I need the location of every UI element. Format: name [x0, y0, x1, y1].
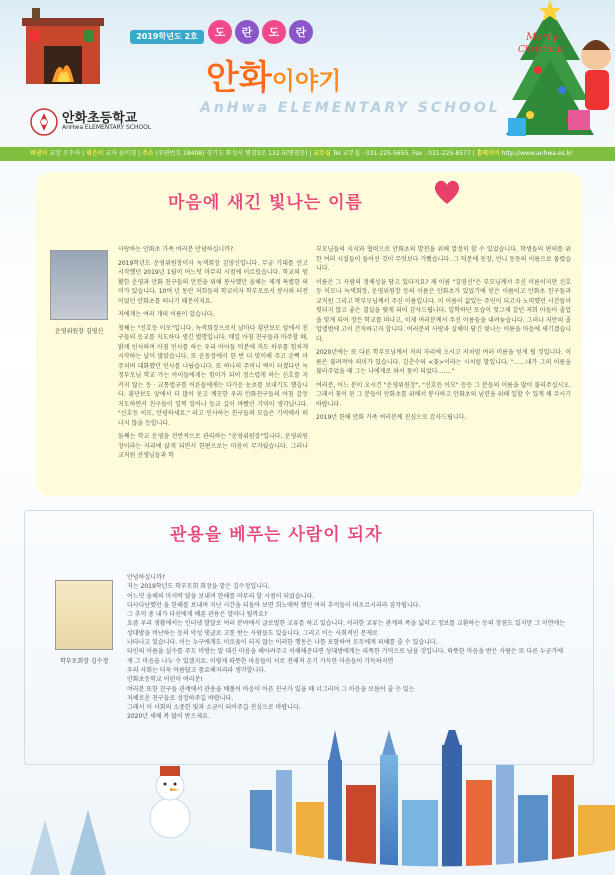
- subtitle-bubble: 란: [289, 20, 313, 44]
- paragraph: 2020년에는 또 다른 학부모님께서 저의 자리에 오시고 저처럼 여러 이름을 얻게 될 것입니다. 이름은 불려져야 의미가 있습니다. 김춘수의 <꽃>이라는 시처럼 말입니다. "……내가 그의 이름을 불러주었을 때 그는 나에게로 와서 꽃이 되었다.……": [316, 349, 571, 375]
- subtitle-doran: [208, 20, 313, 44]
- publisher-value: 교장 오수자: [49, 150, 81, 157]
- section-1-title: 마음에 새긴 빛나는 이름: [168, 193, 363, 213]
- title-english: AnHwa ELEMENTARY SCHOOL: [200, 100, 501, 116]
- paragraph: 둘째는 학교 운영을 전반적으로 관리하는 "운영위원장"입니다. 운영위원장이라는 자리에 앉게 되면서 한편으로는 마음이 무거웠습니다. 그러나 교직원 선생님들과 학: [118, 433, 308, 459]
- issue-badge: 2019학년도 2호: [130, 30, 204, 44]
- paragraph: 사랑하는 안화초 가족 여러분 안녕하십니까?: [118, 246, 234, 253]
- newsletter-title: [206, 50, 341, 99]
- paragraph: 우리 사회는 더욱 아름답고 품요해지리라 생각합니다.: [127, 666, 266, 674]
- address-value: (우편번호 18408) 경기도 화성시 병점3로 132-5(병점동): [155, 150, 308, 157]
- paragraph: 다사다난했던 올 한해를 보내며 지난 시간을 되돌아 보면 희노애락 했던 여러 추억들이 떠오르시리라 짐작됩니다.: [127, 601, 421, 609]
- paragraph: 2019년 한해 안화 가족 여러분께 진심으로 감사드립니다.: [316, 414, 467, 421]
- phone-label: 교무실: [313, 150, 331, 157]
- christmas-tree-illustration: [500, 0, 615, 145]
- title-iyagi: 이야기: [271, 67, 342, 95]
- paragraph: 어느덧 올해의 마지막 달을 보내며 한해를 마무리 할 시점이 되었습니다.: [127, 592, 315, 600]
- paragraph: 저에게는 여러 개의 이름이 있습니다.: [118, 311, 215, 318]
- paragraph: 이름은 그 사람의 정체성을 담고 있다지요? 제 이름 "김영신"은 부모님께서 주신 이름이지만 신호등 이모나 녹색회장, 운영위원장 등의 이름은 안화초가 있었기에 얻은 이름이고 안화초 친구들과 교직원 그리고 학부모님께서 주신 이름입니다. 이 이름이 값있는 주인이 되고자 노력했던 시간들이 헛되지 않고 좋은 결실을 맺게 되어 감사드립니다. 입학하던 모습이 엊그제 같던 저희 아들이 졸업을 맞게 되어 정든 학교를 떠나고, 이제 여러분께서 주신 이름들을 내려놓습니다. 그러나 저만의 졸업앨범에 고이 간직하고자 합니다. 여러분의 사랑과 실체이 담긴 빛나는 이름을 마음에 새기겠습니다.: [316, 278, 571, 343]
- homepage-label: 홈페이지: [476, 150, 500, 157]
- paragraph: 안화초등학교 어린이 여러분!: [127, 676, 203, 684]
- editor-label: 엮은이: [86, 150, 104, 157]
- masthead: [0, 0, 615, 150]
- section-2-body: [127, 573, 567, 722]
- school-name: 안화초등학교: [62, 111, 138, 126]
- paragraph: 안녕하십니까?: [127, 574, 165, 581]
- snowman-illustration: [140, 760, 200, 840]
- section-2-title: 관용을 베푸는 사람이 되자: [170, 525, 383, 545]
- school-emblem-icon: [30, 108, 58, 136]
- publisher-label: 펴낸이: [30, 150, 48, 157]
- paragraph: 첫째는 "신호등 이모"입니다. 녹색회장으로서 날마다 횡단보도 앞에서 친구들의 등교를 지도하다 생긴 별명입니다. 매일 아침 친구들과 마주할 때, 밝게 인사하며 아침 인사를 하는 우리 아이들 덕분에 저도 하루를 힘차게 시작하는 날이 많았습니다. 또 운동장에서 한 번 더 맞이해 주고 손뼉 마주치며 대화했던 인사를 나눴습니다. 또 하나의 주머니 떡이 터졌다던 녹정부모님 학교 가는 아이들에게는 힘이가 되어 정스럽게 하는 신호를 지키지 않는 등 · 교통법규를 어른들에게는 다가운 눈초를 보내기도 했습니다. 횡단보도 앞에서 더 많이 웃고 깨끗한 우리 안화친구들의 아침 갈등 지도하면서 친구들이 일찍 일어나 등교 길이 바빴던 기억이 생각납니다. "신호등 이모, 안녕하세요." 라고 인사하는 친구들의 모습은 기억에서 떠나지 않을 듯합니다.: [118, 324, 308, 427]
- subtitle-bubble: 도: [208, 20, 232, 44]
- paragraph: 요즘 우리 생활에서는 인터넷 발달로 여러 분야에서 글로벌한 교류를 하고 있습니다. 이러한 교류는 관계의 폭을 넓히고 정보를 교환하는 등의 장점도 있지만 그 이면에는 상대방을 비난하는 등의 악성 댓글로 고통 받는 사람들도 있습니다. 그리고 이는 사회적인 문제로: [127, 620, 565, 637]
- winter-cityscape-illustration: [0, 730, 615, 875]
- phone-value: Tel 교무실 : 031-225-5655, Fax : 031-225-8577: [332, 150, 471, 157]
- paragraph: 여러분 또한 친구들 관계에서 관용을 베풀어 마음이 아픈 친구가 있을 때 너그러이 그 마음을 보듬어 줄 수 있는: [127, 685, 415, 693]
- paragraph: 그 추억 중 내가 타인에게 베푼 관용은 얼마나 될까요?: [127, 611, 268, 619]
- photo-caption-1: 운영위원장 김영신: [55, 328, 104, 335]
- paragraph: 저는 2019학년도 학부모회 회장을 맡은 김수정입니다.: [127, 583, 270, 591]
- photo-kim-sujeong: [55, 580, 113, 650]
- paragraph: 나타나고 있습니다. 이는 누구에게도 이로움이 되지 않는 이러한 행동은 나를 포함하여 모두에게 피해를 줄 수 있습니다.: [127, 639, 438, 647]
- paragraph: 2020년 새해 복 많이 받으세요.: [127, 713, 210, 721]
- section-1-left-column: [118, 245, 308, 465]
- subtitle-bubble: 란: [235, 20, 259, 44]
- photo-caption-2: 학부모회장 김수정: [60, 658, 109, 665]
- paragraph: 여러분, 어느 분이 오시건 "운영위원장", "신호등 이모" 등등 그 분들의 이름을 많이 불러주십시오. 그래서 꽃이 된 그 분들이 안화초를 위해서 봉사하고 안화초의 넘련을 위해 일할 수 있게 해 주시기 바랍니다.: [316, 381, 571, 408]
- paragraph: 그래서 이 사회의 소중한 빛과 소금이 되어주길 진심으로 바랍니다.: [127, 704, 301, 712]
- title-anhwa: 안화: [206, 58, 272, 98]
- photo-kim-youngsin: [50, 250, 108, 320]
- fireplace-illustration: [18, 8, 108, 88]
- paragraph: 타인의 이름을 실수를 주도 비방는 말 대신 마음을 헤아려주고 이해해준다면 상대방에게는 피폭한 기억으로 남을 것입니다. 따뜻한 마음을 받은 사람은 또 다른 누군가에게 그 마음을 나누 수 있겠지요. 이렇게 따뜻한 마음들이 서로 전해져 온기 가득한 마음들이 가득하지면: [127, 648, 564, 665]
- publication-info-bar: 펴낸이 교장 오수자 | 엮은이 교사 윤미경 | 주소 (우편번호 18408) 경기도 화성시 병점3로 132-5(병점동) | 교무실 Tel 교무실 : 031-225-5655, Fax : 031-225-8577 | 홈페이지 http://www.anhwa.es.kr: [0, 147, 615, 161]
- merry-text: Merry: [526, 32, 558, 43]
- paragraph: 부모님들의 지지와 협력으로 안화초의 발전을 위해 열정히 할 수 있었습니다. 학생들의 편의를 위한 여러 시설들이 들어선 것이 무엇보다 기뻤습니다. 그 덕분에 동장, 언니 동동의 이름으로 불렸습니다.: [316, 246, 571, 272]
- christmas-text: Christmas: [518, 45, 565, 55]
- homepage-link[interactable]: http://www.anhwa.es.kr: [501, 150, 573, 157]
- subtitle-bubble: 도: [262, 20, 286, 44]
- school-name-en: AnHwa ELEMENTARY SCHOOL: [62, 124, 152, 131]
- paragraph: 2019학년도 운영위원장이자 녹색회장 김영신입니다. 무궁 기대를 안고 시작했던 2019년 1월이 어느덧 마무리 시점에 이르렀습니다. 학교의 원활한 운영과 안화 친구들의 안전을 위해 봉사했던 올해는 제게 특별한 의미가 있습니다. 10여 년 동안 저희들의 학교이자 학부모로서 봉사와 터전이었던 안화초를 떠나기 때문이지요.: [118, 259, 308, 305]
- address-label: 주소: [142, 150, 154, 157]
- heart-icon: [432, 178, 462, 206]
- paragraph: 지혜로운 친구들로 성장하주길 바랍니다.: [127, 694, 234, 702]
- section-1-right-column: [316, 245, 571, 427]
- editor-value: 교사 윤미경: [105, 150, 137, 157]
